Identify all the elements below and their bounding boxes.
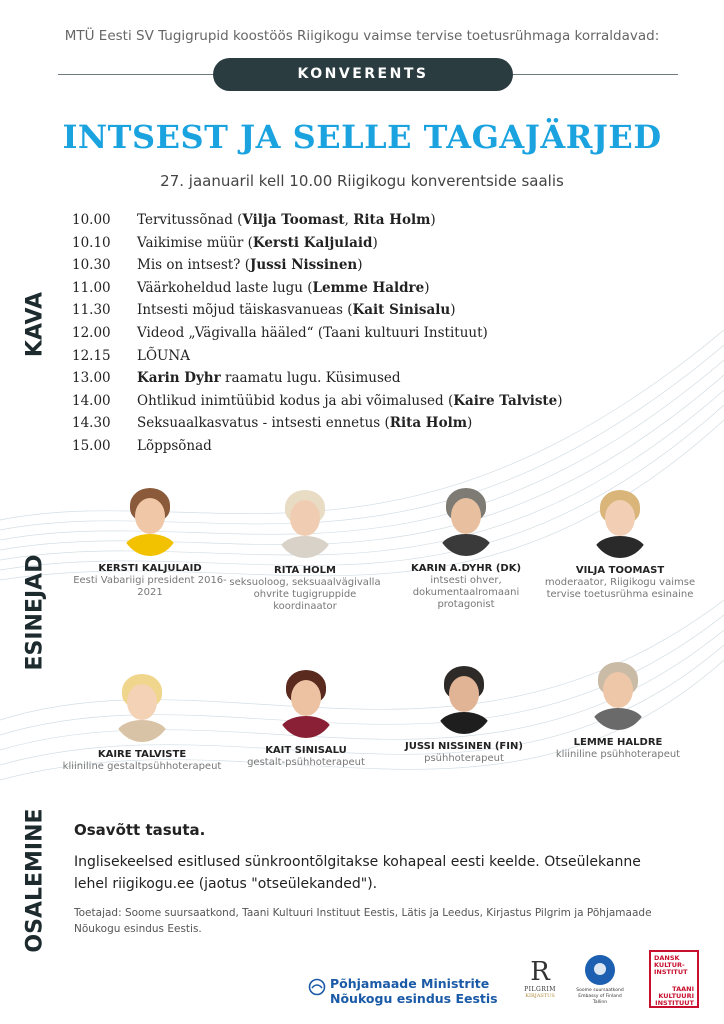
speaker-role: intsesti ohver, dokumentaalromaani protagonist <box>412 575 520 610</box>
schedule-text: Videod „Vägivalla hääled“ (Taani kultuuri Instituut) <box>137 324 488 341</box>
schedule-speaker: Karin Dyhr <box>137 370 221 387</box>
finland-line-2: Embassy of Finland <box>578 994 622 999</box>
speaker-name: KERSTI KALJULAID <box>98 563 202 574</box>
speaker-card <box>540 484 700 601</box>
schedule-time: 11.00 <box>72 279 111 296</box>
schedule-text: Lõppsõnad <box>137 437 212 454</box>
speaker-role: kliiniline gestaltpsühhoterapeut <box>62 761 222 772</box>
speaker-card <box>70 482 230 599</box>
schedule-text-end: ) <box>357 257 363 274</box>
schedule-time: 14.00 <box>72 392 111 409</box>
speaker-photo <box>588 656 648 730</box>
dansk-line-2: KULTUR- <box>654 961 685 969</box>
speaker-card <box>384 660 544 765</box>
nordic-council-logo <box>330 976 498 1006</box>
participation-free: Osavõtt tasuta. <box>74 821 206 839</box>
schedule-row <box>72 257 692 280</box>
speaker-card <box>62 668 222 773</box>
schedule-text-end: ) <box>424 279 430 296</box>
dansk-line-4: TAANI <box>672 985 694 993</box>
schedule-text: LÕUNA <box>137 347 190 364</box>
schedule-speaker: Kersti Kaljulaid <box>252 234 373 251</box>
schedule-speaker: Rita Holm <box>389 415 467 432</box>
schedule-speaker-2: Rita Holm <box>353 212 431 228</box>
schedule-time: 12.00 <box>72 324 111 341</box>
schedule-text: Vaikimise müür ( <box>137 234 253 251</box>
schedule-row <box>72 325 692 348</box>
pilgrim-logo: R PILGRIM KIRJASTUS <box>522 958 558 999</box>
schedule-text: Ohtlikud inimtüübid kodus ja abi võimalused ( <box>137 392 454 409</box>
schedule-row <box>72 212 692 235</box>
divider-right <box>512 74 678 75</box>
speaker-name: RITA HOLM <box>274 565 336 576</box>
event-type-badge: KONVERENTS <box>213 58 513 91</box>
speaker-role: moderaator, Riigikogu vaimse tervise toetusrühma esinaine <box>544 577 696 600</box>
speaker-photo <box>276 664 336 738</box>
divider-left <box>58 74 214 75</box>
dansk-line-6: INSTITUUT <box>655 999 694 1007</box>
schedule-time: 14.30 <box>72 415 111 432</box>
schedule-text: Mis on intsest? ( <box>137 257 250 274</box>
speaker-card <box>225 484 385 613</box>
schedule-row <box>72 438 692 461</box>
finland-line-1: Soome suursaatkond <box>576 988 624 993</box>
speaker-name: KARIN A.DYHR (DK) <box>410 563 522 574</box>
schedule-row <box>72 235 692 258</box>
schedule-text-end: ) <box>372 234 378 251</box>
schedule-time: 11.30 <box>72 302 111 319</box>
schedule-row <box>72 370 692 393</box>
participation-info: Inglisekeelsed esitlused sünkroontõlgitakse kohapeal eesti keelde. Otseülekanne lehel riigikogu.ee (jaotus "otseülekanded"). <box>74 854 641 892</box>
schedule-time: 12.15 <box>72 347 111 364</box>
speaker-role: psühhoterapeut <box>424 753 504 764</box>
schedule-text-mid: raamatu lugu. Küsimused <box>220 370 401 387</box>
section-label-kava: KAVA <box>22 291 48 358</box>
schedule-row <box>72 302 692 325</box>
event-date-location: 27. jaanuaril kell 10.00 Riigikogu konverentside saalis <box>160 172 564 190</box>
dansk-line-3: INSTITUT <box>654 968 688 976</box>
schedule-row <box>72 280 692 303</box>
speaker-card <box>226 664 386 769</box>
speaker-role: seksuoloog, seksuaalvägivalla ohvrite tugigruppide koordinaator <box>229 577 381 612</box>
schedule-time: 10.10 <box>72 234 111 251</box>
speaker-name: JUSSI NISSINEN (FIN) <box>405 741 523 752</box>
schedule-list <box>72 212 692 461</box>
schedule-text-end: ) <box>430 212 436 228</box>
schedule-text: Seksuaalkasvatus - intsesti ennetus ( <box>137 415 390 432</box>
speaker-photo <box>590 484 650 558</box>
speaker-name: VILJA TOOMAST <box>575 565 665 576</box>
danish-cultural-institute-logo <box>649 950 699 1008</box>
schedule-time: 10.30 <box>72 257 111 274</box>
schedule-speaker: Kait Sinisalu <box>352 302 451 319</box>
speaker-card <box>538 656 698 761</box>
speaker-photo <box>112 668 172 742</box>
page-title: INTSEST JA SELLE TAGAJÄRJED <box>62 118 662 156</box>
schedule-text-end: ) <box>466 415 473 432</box>
speaker-role: kliiniline psühhoterapeut <box>555 749 681 760</box>
schedule-text-end: ) <box>557 392 563 409</box>
schedule-text-end: ) <box>450 302 456 319</box>
supporters-text: Toetajad: Soome suursaatkond, Taani Kultuuri Instituut Eestis, Lätis ja Leedus, Kirjastus Pilgrim ja Põhjamaade Nõukogu esindus Eestis. <box>74 907 652 935</box>
speaker-role: gestalt-psühhoterapeut <box>247 757 365 768</box>
schedule-speaker: Kaire Talviste <box>453 392 558 409</box>
speaker-photo <box>120 482 180 556</box>
section-label-esinejad: ESINEJAD <box>22 554 48 671</box>
speaker-photo <box>434 660 494 734</box>
nordic-council-icon <box>308 978 326 996</box>
organizer-line: MTÜ Eesti SV Tugigrupid koostöös Riigikogu vaimse tervise toetusrühmaga korraldavad: <box>64 28 660 44</box>
section-label-osalemine: OSALEMINE <box>22 808 48 953</box>
schedule-speaker: Jussi Nissinen <box>249 257 358 274</box>
schedule-time: 13.00 <box>72 370 111 387</box>
nordic-line-1: Põhjamaade Ministrite <box>330 976 490 991</box>
schedule-text: Väärkoheldud laste lugu ( <box>137 279 313 296</box>
schedule-row <box>72 415 692 438</box>
schedule-speaker: Vilja Toomast <box>242 212 345 228</box>
speaker-role: Eesti Vabariigi president 2016-2021 <box>73 575 227 598</box>
schedule-text: Intsesti mõjud täiskasvanueas ( <box>137 302 353 319</box>
schedule-time: 10.00 <box>72 212 111 228</box>
schedule-text: Tervitussõnad ( <box>137 212 243 228</box>
speaker-photo <box>436 482 496 556</box>
pilgrim-sub: KIRJASTUS <box>525 993 555 999</box>
schedule-text-mid: , <box>344 212 354 228</box>
speaker-name: KAIRE TALVISTE <box>97 749 187 760</box>
speaker-card <box>386 482 546 611</box>
speaker-name: KAIT SINISALU <box>265 745 347 756</box>
speaker-photo <box>275 484 335 558</box>
dansk-line-5: KULTUURI <box>658 992 694 1000</box>
schedule-row <box>72 348 692 371</box>
pilgrim-name: PILGRIM <box>524 986 556 993</box>
finland-line-3: Tallinn <box>592 1000 608 1005</box>
finland-embassy-logo <box>576 955 624 1006</box>
schedule-speaker: Lemme Haldre <box>312 279 425 296</box>
finland-lion-icon <box>585 955 615 985</box>
nordic-line-2: Nõukogu esindus Eestis <box>330 991 498 1006</box>
schedule-row <box>72 393 692 416</box>
schedule-time: 15.00 <box>72 437 111 454</box>
speaker-name: LEMME HALDRE <box>573 737 663 748</box>
dansk-line-1: DANSK <box>654 954 680 962</box>
